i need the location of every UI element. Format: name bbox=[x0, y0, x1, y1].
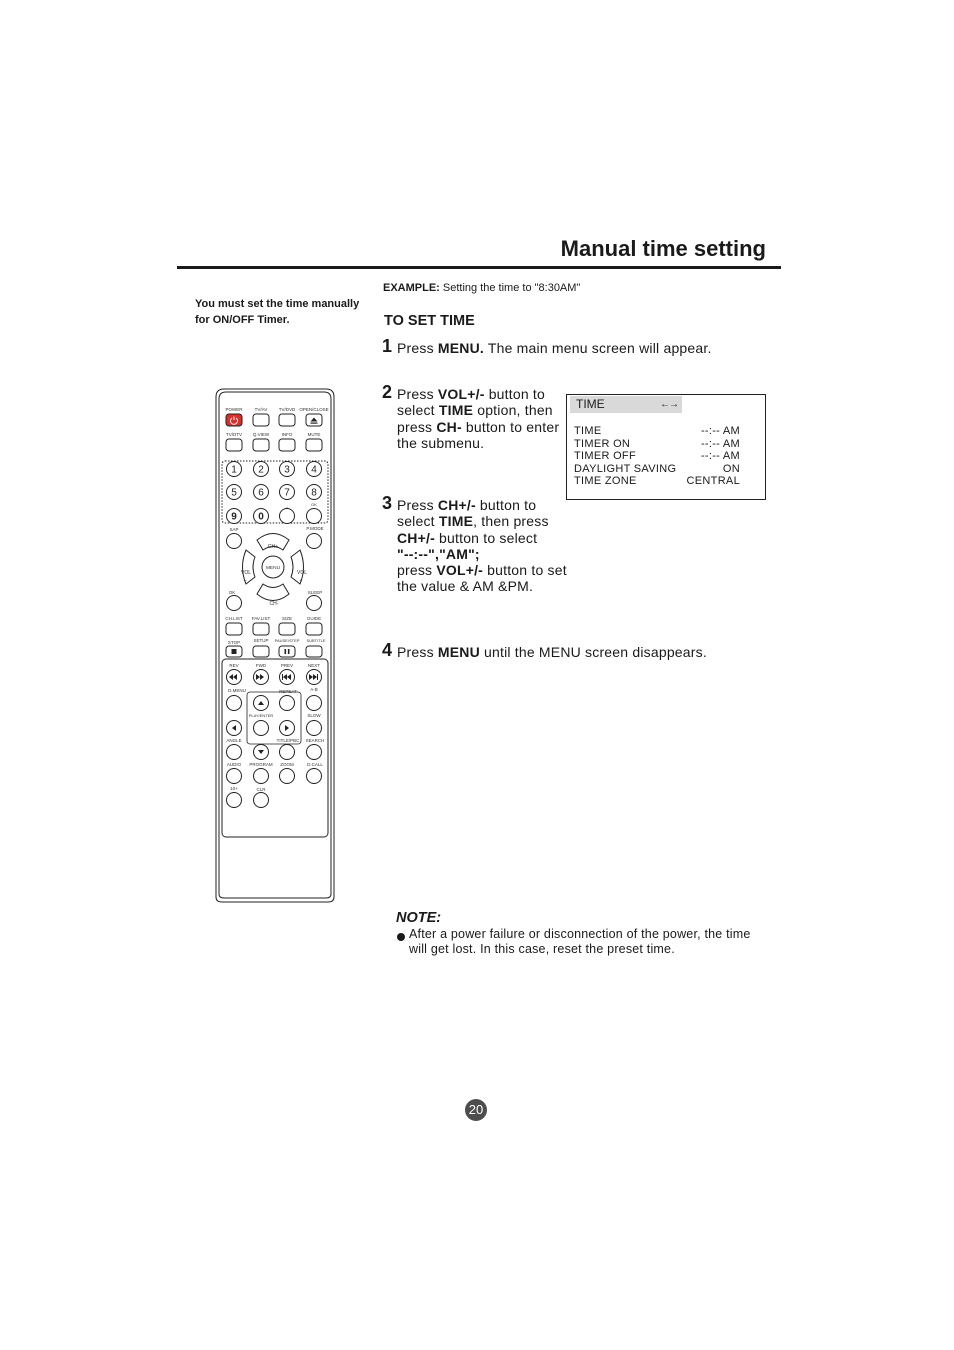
remote-label: NEXT bbox=[307, 663, 321, 668]
ok-small-button[interactable] bbox=[307, 509, 322, 524]
step-number: 2 bbox=[382, 382, 393, 402]
osd-row-timer-off: TIMER OFF --:-- AM bbox=[574, 450, 740, 462]
step-key: CH- bbox=[436, 418, 462, 435]
step-key: MENU. bbox=[437, 340, 485, 356]
example-text: Setting the time to "8:30AM" bbox=[439, 282, 581, 294]
remote-label: GUIDE bbox=[306, 616, 322, 621]
step-number: 1 bbox=[382, 336, 393, 356]
a-b-button[interactable] bbox=[307, 696, 322, 711]
digit-label: 3 bbox=[284, 464, 290, 476]
remote-label: PREV bbox=[280, 663, 294, 668]
remote-label: SUBTITLE bbox=[306, 638, 326, 643]
sleep-label: SLEEP bbox=[307, 590, 323, 595]
q-view-button[interactable] bbox=[253, 439, 269, 451]
ten-plus-label: 10+ bbox=[230, 786, 238, 791]
step-key: TIME bbox=[438, 402, 474, 419]
step-text: The main menu screen will appear. bbox=[484, 340, 712, 356]
tv-av-button[interactable] bbox=[253, 414, 269, 426]
digit-label: 9 bbox=[231, 511, 237, 523]
remote-label: SIZE bbox=[281, 616, 293, 621]
remote-label: Q.VIEW bbox=[252, 432, 270, 437]
remote-label: TV/DTV bbox=[225, 432, 243, 437]
title-pbc-button[interactable] bbox=[280, 745, 295, 760]
tv-dvd-button[interactable] bbox=[279, 414, 295, 426]
guide-button[interactable] bbox=[306, 623, 322, 635]
step-key: VOL+/- bbox=[436, 562, 484, 579]
step-4 bbox=[382, 640, 707, 660]
d-call-button[interactable] bbox=[307, 769, 322, 784]
time-menu-screen bbox=[566, 394, 766, 500]
remote-label: FAV.LIST bbox=[251, 616, 271, 621]
clr-button[interactable] bbox=[254, 793, 269, 808]
title-pbc-label: TITLE/PBC bbox=[276, 738, 300, 743]
menu-label: MENU bbox=[265, 566, 281, 571]
remote-label: INFO bbox=[281, 432, 293, 437]
page-number: 20 bbox=[465, 1099, 487, 1121]
stop-icon bbox=[232, 649, 237, 654]
ch-plus-label: CH+ bbox=[267, 544, 279, 550]
audio-button[interactable] bbox=[227, 769, 242, 784]
search-label: SEARCH bbox=[305, 738, 325, 743]
step-key: CH+/- bbox=[397, 529, 435, 546]
osd-row-daylight-saving: DAYLIGHT SAVING ON bbox=[574, 462, 740, 475]
bullet-icon bbox=[397, 933, 405, 941]
remote-label: TV/DVD bbox=[278, 407, 296, 412]
step-text: Press bbox=[397, 386, 438, 402]
slow-button[interactable] bbox=[307, 721, 322, 736]
ok-button[interactable] bbox=[227, 596, 242, 611]
step-1 bbox=[382, 336, 712, 356]
p-mode-button[interactable] bbox=[307, 534, 322, 549]
remote-label: MUTE bbox=[307, 432, 321, 437]
remote-label: AUDIO bbox=[226, 762, 242, 767]
info-button[interactable] bbox=[279, 439, 295, 451]
digit-label: 4 bbox=[311, 464, 317, 476]
size-button[interactable] bbox=[279, 623, 295, 635]
step-key: VOL+/- bbox=[437, 386, 485, 402]
sleep-button[interactable] bbox=[307, 596, 322, 611]
fav-list-button[interactable] bbox=[253, 623, 269, 635]
repeat-button[interactable] bbox=[280, 696, 295, 711]
a-b-label: A-B bbox=[310, 687, 318, 692]
play-enter-button[interactable] bbox=[254, 721, 269, 736]
digit-label: 7 bbox=[284, 487, 290, 499]
timer-note bbox=[195, 296, 380, 328]
sap-label: SAP bbox=[229, 527, 239, 532]
remote-label: PAUSE/STEP bbox=[274, 638, 300, 643]
program-button[interactable] bbox=[254, 769, 269, 784]
step-text: button to set the value & AM &PM. bbox=[397, 562, 567, 595]
step-text: Press bbox=[397, 644, 438, 660]
pause-step-button[interactable] bbox=[279, 646, 295, 657]
remote-label: FWD bbox=[255, 663, 267, 668]
step-number: 4 bbox=[382, 640, 393, 660]
zoom-button[interactable] bbox=[280, 769, 295, 784]
step-number: 3 bbox=[382, 493, 393, 513]
step-key: TIME bbox=[438, 513, 474, 530]
step-text: button to enter the submenu. bbox=[397, 418, 560, 451]
mute-button[interactable] bbox=[306, 439, 322, 451]
timer-note-line1: You must set the time manually bbox=[195, 298, 360, 310]
step-text: Press bbox=[397, 497, 438, 513]
ten-plus-button[interactable] bbox=[227, 793, 242, 808]
remote-label: SETUP bbox=[253, 638, 269, 643]
vol-minus-sign: – bbox=[243, 578, 247, 584]
step-text: option, then press bbox=[397, 402, 553, 435]
slow-label: SLOW bbox=[307, 713, 321, 718]
osd-row-timer-on: TIMER ON --:-- AM bbox=[574, 437, 740, 450]
remote-label: CH.LIST bbox=[225, 616, 243, 621]
remote-label: OPEN/CLOSE bbox=[299, 407, 329, 412]
tv-dtv-button[interactable] bbox=[226, 439, 242, 451]
remote-label: PROGRAM bbox=[249, 762, 273, 767]
repeat-label: REPEAT bbox=[279, 689, 297, 694]
remote-label: STOP bbox=[227, 640, 241, 645]
digit-label: 8 bbox=[311, 487, 317, 499]
step-text: press bbox=[397, 562, 437, 579]
setup-button[interactable] bbox=[253, 646, 269, 657]
step-key: MENU bbox=[437, 644, 480, 660]
step-text: button to select bbox=[397, 386, 545, 419]
remote-label: REV bbox=[229, 663, 239, 668]
clr-label: CLR bbox=[256, 787, 266, 792]
example-label: EXAMPLE: bbox=[383, 282, 440, 294]
remote-label: D.CALL bbox=[307, 762, 323, 767]
remote-label: ZOOM bbox=[280, 762, 294, 767]
digit-label: 6 bbox=[258, 487, 264, 499]
note-text: After a power failure or disconnection of the power, the time will get lost. In this case, reset the preset time. bbox=[409, 927, 751, 956]
ch-minus-label: CH- bbox=[269, 601, 279, 607]
ok-small-label: OK bbox=[311, 502, 317, 507]
ch-list-button[interactable] bbox=[226, 623, 242, 635]
step-text: , then press bbox=[473, 513, 549, 530]
digit-label: 5 bbox=[231, 487, 237, 499]
search-button[interactable] bbox=[307, 745, 322, 760]
remote-label: POWER bbox=[225, 407, 243, 412]
angle-button[interactable] bbox=[227, 745, 242, 760]
remote-control bbox=[210, 385, 340, 905]
remote-label: TV/AV bbox=[254, 407, 268, 412]
d-menu-button[interactable] bbox=[227, 696, 242, 711]
ok-label: OK bbox=[228, 590, 236, 595]
vol-minus-label: VOL bbox=[240, 570, 252, 576]
step-2 bbox=[382, 382, 567, 451]
step-key: CH+/- bbox=[437, 497, 476, 513]
digit-label: 1 bbox=[231, 464, 237, 476]
ch-minus-button[interactable] bbox=[257, 584, 289, 601]
p-mode-label: P.MODE bbox=[306, 526, 324, 531]
title-rule bbox=[177, 266, 781, 269]
section-heading: TO SET TIME bbox=[384, 313, 475, 329]
digit-label: 2 bbox=[258, 464, 264, 476]
step-text: until the MENU screen disappears. bbox=[479, 644, 707, 660]
osd-header bbox=[570, 396, 682, 413]
step-text: Press bbox=[397, 340, 438, 356]
d-menu-label: D.MENU bbox=[228, 688, 246, 693]
step-3 bbox=[382, 493, 572, 595]
digit-label: 0 bbox=[258, 511, 264, 523]
timer-note-line2: for ON/OFF Timer. bbox=[195, 314, 290, 326]
osd-row-time-zone: TIME ZONE CENTRAL bbox=[574, 475, 740, 487]
angle-label: ANGLE bbox=[226, 738, 242, 743]
osd-header-title: TIME bbox=[576, 397, 605, 411]
step-text: button to select bbox=[434, 529, 538, 546]
note-heading: NOTE: bbox=[396, 910, 442, 926]
osd-row-time: TIME --:-- AM bbox=[574, 425, 740, 437]
play-enter-label: PLAY/ENTER bbox=[248, 713, 274, 718]
vol-plus-label: VOL bbox=[296, 570, 308, 576]
example-line bbox=[383, 282, 580, 294]
sap-button[interactable] bbox=[227, 534, 242, 549]
vol-plus-sign: + bbox=[299, 578, 303, 584]
dash-label: - bbox=[285, 503, 289, 514]
step-key: "--:--","AM"; bbox=[397, 545, 480, 562]
page-title: Manual time setting bbox=[560, 236, 766, 261]
left-right-arrows-icon: ←→ bbox=[660, 399, 678, 410]
subtitle-button[interactable] bbox=[306, 646, 322, 657]
step-text: button to select bbox=[397, 497, 537, 530]
